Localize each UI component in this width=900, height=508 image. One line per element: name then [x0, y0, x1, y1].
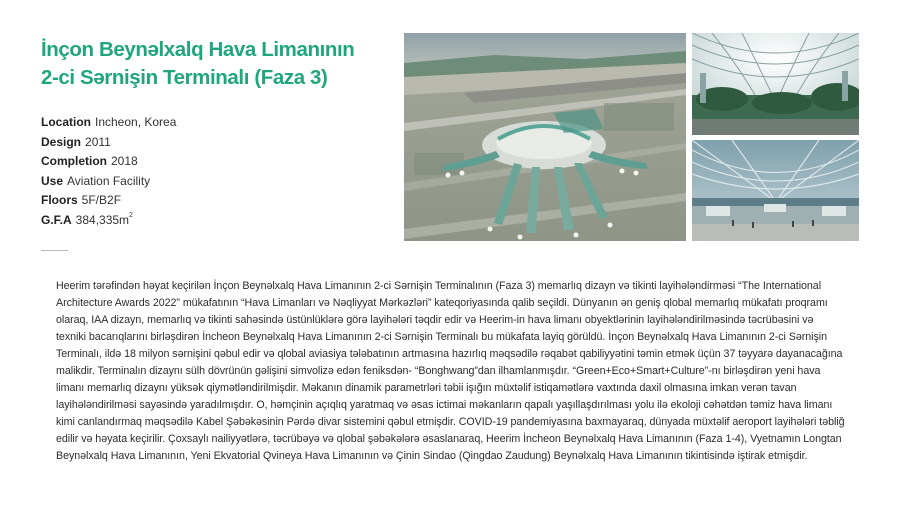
page-title: [41, 36, 401, 92]
spec-key: Location: [41, 115, 91, 129]
spec-value: [76, 213, 133, 227]
spec-location: [41, 113, 176, 133]
spec-value: 5F/B2F: [81, 193, 122, 208]
spec-completion: [41, 152, 176, 172]
interior-canopy-photo: [692, 33, 859, 135]
project-specs: [41, 113, 176, 231]
spec-value: Aviation Facility: [67, 173, 151, 188]
aerial-terminal-photo: [404, 33, 686, 241]
spec-key: G.F.A: [41, 212, 72, 227]
spec-value: 2018: [111, 154, 138, 169]
spec-gfa: [41, 211, 176, 231]
gfa-superscript: 2: [129, 211, 133, 219]
spec-key: Design: [41, 134, 82, 149]
gfa-number: 384,335m: [75, 212, 130, 227]
spec-key: Use: [41, 173, 64, 188]
spec-use: [41, 172, 176, 192]
title-line-1: İnçon Beynəlxalq Hava Limanının: [41, 38, 355, 61]
departure-hall-photo: [692, 140, 859, 241]
project-description: Heerim tərəfindən həyat keçirilən İnçon Beynəlxalq Hava Limanının 2-ci Sərnişin Terminalının (Faza 3) memarlıq dizayn və tikinti layihələndirməsi “The International Architecture Awards 2022” mükafatının “Hava Limanları və Nəqliyyat Mərkəzləri” kateqoriyasında qalib seçildi. Dünyanın ən geniş qlobal memarlıq mükafatı proqramı olaraq, IAA dizayn, memarlıq və tikinti sahəsində üstünlüklərə görə layihələri təqdir edir və Heerim-in hava limanı obyektlərinin layihələndirilməsində təcrübəsini və texniki bacarıqlarını birləşdirən İncheon Beynəlxalq Hava Limanının 2-ci Sərnişin Terminalı bu mükafata layiq görüldü. İnçon Beynəlxalq Hava Limanının 2-ci Sərnişin Terminalı, ildə 18 milyon sərnişini qəbul edir və qlobal aviasiya tələbatının artmasına hazırlıq məqsədilə rəqabət qabiliyyətini təmin etmək üçün 37 təyyarə dayanacağına malikdir. Terminalın dizaynı sülh dövrünün gəlişini simvolizə edən feniksdən- “Bonghwang”dan ilhamlanmışdır. “Green+Eco+Smart+Culture”-nı birləşdirən yeni hava limanı memarlıq dizaynı yüksək qiymətləndirilmişdir. Məkanın dinamik parametrləri təbii işığın müxtəlif istiqamətlərə vaxtında daxil olmasına imkan verən tavan layihələndirilməsi sayəsində yaradılmışdır. O, həmçinin açıqlıq yaratmaq və əsas ictimai məkanların qapalı yaşıllaşdırılması yolu ilə ekoloji cəhətdən təmiz hava limanı kimi canlandırmaq məqsədilə Kabel Şəbəkəsinin Pərdə divar sistemini qəbul etmişdir. COVID-19 pandemiyasına baxmayaraq, dünyada müxtəlif aeroport layihələri təbliğ edilir və həyata keçirilir. Çoxsaylı nailiyyətlərə, təcrübəyə və qlobal şəbəkələrə əsaslanaraq, Heerim İncheon Beynəlxalq Hava Limanının (Faza 1-4), Vyetnamın Longtan Beynəlxalq Hava Limanının, Yeni Ekvatorial Qvineya Hava Limanının və Çinin Sindao (Qingdao Zaudung) Beynəlxalq Hava Limanının tikintisində iştirak etmişdir.: [56, 280, 845, 462]
spec-floors: [41, 191, 176, 211]
spec-value: Incheon, Korea: [95, 115, 177, 129]
spec-key: Completion: [41, 154, 107, 169]
spec-design: [41, 133, 176, 153]
spec-value: 2011: [85, 134, 111, 149]
title-line-2: 2-ci Sərnişin Terminalı (Faza 3): [41, 66, 328, 89]
section-divider: [41, 250, 68, 251]
spec-key: Floors: [41, 193, 78, 208]
